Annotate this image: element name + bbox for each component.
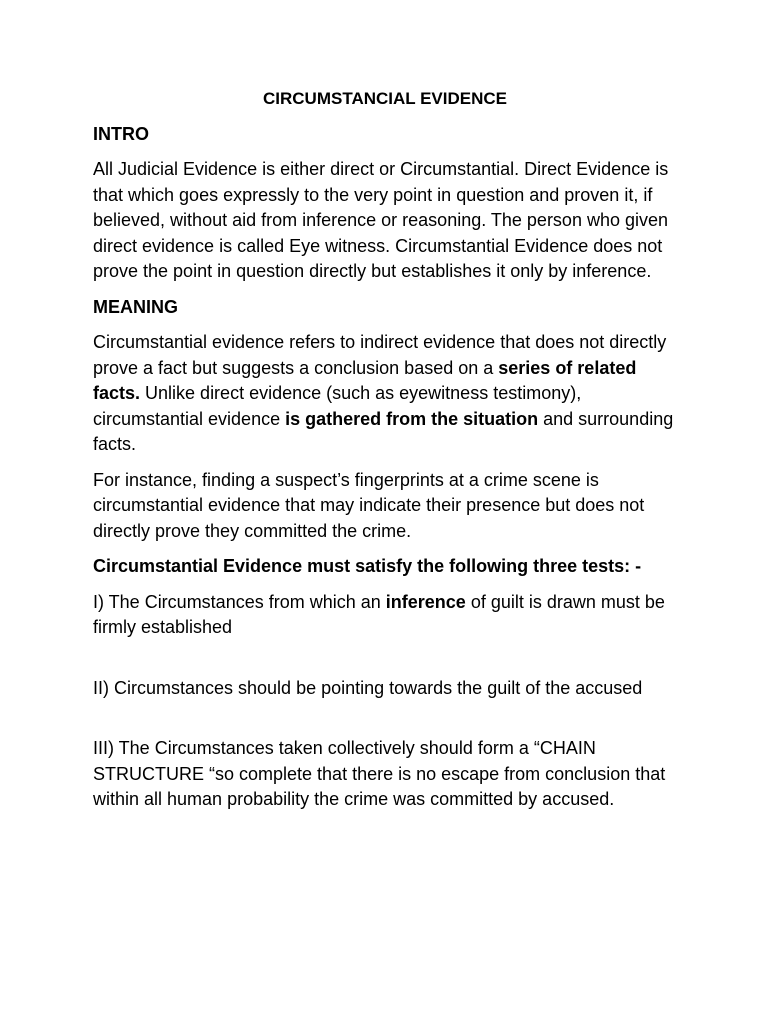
intro-paragraph: All Judicial Evidence is either direct or Circumstantial. Direct Evidence is that which goes expressly to the very point in question and proven it, if believed, without aid from inference or reasoning. The person who given direct evidence is called Eye witness. Circumstantial Evidence does not prove the point in question directly but establishes it only by inference. [93, 159, 669, 281]
intro-heading: INTRO [93, 123, 149, 144]
meaning-paragraph-1 [93, 330, 677, 458]
test-1 [93, 590, 677, 641]
meaning-paragraph-2: For instance, finding a suspect’s fingerprints at a crime scene is circumstantial evidence that may indicate their presence but does not directly prove they committed the crime. [93, 469, 645, 541]
meaning-bold-series: series of related facts. [93, 357, 637, 403]
test-1-text-a: I) The Circumstances from which an [93, 591, 386, 612]
meaning-text-e: and surrounding facts. [93, 408, 674, 454]
test-3: III) The Circumstances taken collectively should form a “CHAIN STRUCTURE “so complete that there is no escape from conclusion that within all human probability the crime was committed by accused. [93, 738, 666, 809]
spacer [93, 711, 677, 736]
test-1-bold-inference: inference [385, 591, 466, 612]
spacer [93, 651, 677, 676]
tests-heading: Circumstantial Evidence must satisfy the following three tests: - [93, 556, 642, 576]
document-body [93, 86, 677, 823]
meaning-bold-gathered: is gathered from the situation [285, 408, 539, 429]
meaning-text-a: Circumstantial evidence refers to indirect evidence that does not directly prove a fact but suggests a conclusion based on a [93, 332, 667, 378]
document-title: CIRCUMSTANCIAL EVIDENCE [263, 89, 507, 108]
test-1-text-c: of guilt is drawn must be firmly established [93, 591, 665, 637]
meaning-heading: MEANING [93, 296, 178, 317]
meaning-text-c: Unlike direct evidence (such as eyewitness testimony), circumstantial evidence [93, 383, 582, 429]
test-2: II) Circumstances should be pointing towards the guilt of the accused [93, 677, 643, 698]
